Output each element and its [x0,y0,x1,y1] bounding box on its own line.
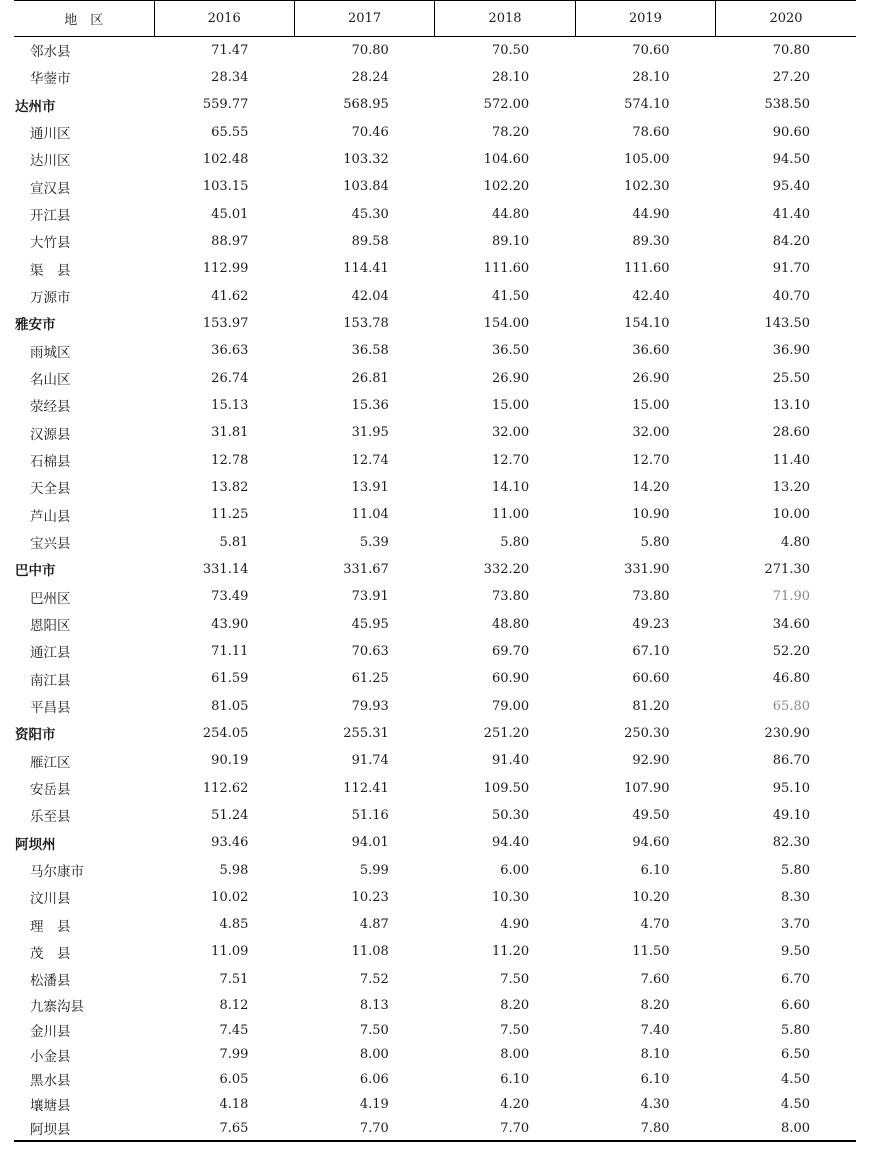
value-cell: 255.31 [343,725,389,741]
value-cell: 92.90 [632,753,670,769]
region-name: 平昌县 [30,700,71,717]
value-cell: 7.65 [154,1116,294,1141]
value-cell: 7.50 [500,1022,530,1038]
table-row [14,638,856,665]
value-cell: 7.51 [219,971,249,987]
value-cell: 48.80 [491,616,530,632]
value-cell: 11.09 [211,944,249,960]
value-cell: 13.20 [772,479,810,495]
value-cell: 12.70 [632,452,670,468]
value-cell: 11.50 [632,944,670,960]
region-name: 石棉县 [30,454,71,471]
region-name: 壤塘县 [30,1098,71,1115]
statistics-table [14,0,856,1142]
value-cell: 70.60 [632,42,670,58]
value-cell: 11.00 [491,507,530,523]
value-cell: 71.47 [211,42,249,58]
value-cell: 11.40 [772,452,810,468]
value-cell: 4.90 [500,917,530,933]
region-name: 宣汉县 [30,180,71,197]
value-cell: 154.10 [624,315,670,331]
region-name: 达川区 [30,153,71,170]
value-cell: 26.81 [351,370,389,386]
table-row [14,1067,856,1092]
table-row [14,692,856,719]
table-row [14,282,856,309]
value-cell: 153.97 [202,315,249,331]
value-cell: 70.46 [351,124,389,140]
table-row [14,583,856,610]
value-cell: 12.78 [211,452,249,468]
region-name: 通江县 [30,645,71,662]
value-cell: 61.59 [211,671,249,687]
value-cell: 28.10 [491,69,530,85]
value-cell: 79.00 [491,698,530,714]
value-cell: 4.50 [781,1096,810,1112]
value-cell: 94.40 [491,835,530,851]
value-cell: 107.90 [624,780,670,796]
value-cell: 331.67 [343,561,389,577]
value-cell: 3.70 [781,917,810,933]
value-cell: 42.04 [351,288,389,304]
region-name: 九寨沟县 [30,999,84,1016]
value-cell: 31.81 [211,425,249,441]
table-row [14,884,856,911]
value-cell: 26.90 [491,370,530,386]
table-row [14,747,856,774]
value-cell: 82.30 [772,835,810,851]
city-row [14,310,856,337]
value-cell: 31.95 [351,425,389,441]
value-cell: 70.50 [491,42,530,58]
value-cell: 46.80 [772,671,810,687]
region-name: 雨城区 [30,344,71,361]
value-cell: 15.00 [491,397,530,413]
value-cell: 12.70 [491,452,530,468]
value-cell: 5.80 [781,1022,810,1038]
value-cell: 36.60 [632,343,670,359]
value-cell: 538.50 [764,97,810,113]
table-row [14,64,856,91]
value-cell: 7.70 [294,1116,434,1141]
value-cell: 36.58 [351,343,389,359]
value-cell: 4.50 [781,1071,810,1087]
table-row [14,1018,856,1043]
table-row [14,856,856,883]
value-cell: 332.20 [483,561,530,577]
table-row [14,228,856,255]
value-cell: 5.80 [781,862,810,878]
value-cell: 60.90 [491,671,530,687]
region-name: 雁江区 [30,754,71,771]
header-row [14,1,856,37]
value-cell: 6.00 [500,862,530,878]
region-name: 茂 县 [30,945,71,962]
value-cell: 10.23 [351,889,389,905]
value-cell: 574.10 [624,97,670,113]
region-name: 汉源县 [30,426,71,443]
value-cell: 7.40 [640,1022,670,1038]
value-cell: 52.20 [772,643,810,659]
value-cell: 70.80 [351,42,389,58]
region-name: 名山区 [30,372,71,389]
value-cell: 10.30 [491,889,530,905]
value-cell: 5.80 [640,534,670,550]
value-cell: 36.90 [772,343,810,359]
value-cell: 15.00 [632,397,670,413]
value-cell: 7.99 [219,1047,249,1063]
header-year-2016: 2016 [154,1,294,37]
value-cell: 6.05 [219,1071,249,1087]
value-cell: 7.70 [435,1116,575,1141]
value-cell: 4.19 [359,1096,389,1112]
table-row [14,911,856,938]
city-name: 雅安市 [15,317,56,334]
value-cell: 41.62 [211,288,249,304]
value-cell: 49.50 [632,807,670,823]
region-name: 大竹县 [30,235,71,252]
value-cell: 105.00 [624,151,670,167]
region-name: 万源市 [30,290,71,307]
value-cell: 4.70 [640,917,670,933]
region-name: 南江县 [30,672,71,689]
table-row [14,392,856,419]
value-cell: 102.20 [483,179,530,195]
value-cell: 112.62 [202,780,249,796]
table-row [14,419,856,446]
value-cell: 28.60 [772,425,810,441]
city-row [14,556,856,583]
value-cell: 103.32 [343,151,389,167]
value-cell: 32.00 [632,425,670,441]
value-cell: 4.80 [781,534,810,550]
value-cell: 44.80 [491,206,530,222]
region-name: 宝兴县 [30,536,71,553]
header-year-2017: 2017 [294,1,434,37]
header-year-2019: 2019 [575,1,715,37]
value-cell: 114.41 [343,261,389,277]
value-cell: 41.40 [772,206,810,222]
value-cell: 103.84 [343,179,389,195]
value-cell: 8.20 [640,997,670,1013]
value-cell: 104.60 [483,151,530,167]
value-cell: 111.60 [483,261,530,277]
region-name: 渠 县 [30,262,71,279]
value-cell: 112.99 [202,261,249,277]
value-cell: 8.20 [500,997,530,1013]
value-cell: 70.80 [772,42,810,58]
value-cell: 6.10 [640,1071,670,1087]
value-cell: 11.20 [491,944,530,960]
value-cell: 94.50 [772,151,810,167]
table-row [14,474,856,501]
table-row [14,966,856,993]
value-cell: 251.20 [483,725,530,741]
value-cell: 95.10 [772,780,810,796]
region-name: 荥经县 [30,399,71,416]
value-cell: 112.41 [343,780,389,796]
value-cell: 14.20 [632,479,670,495]
value-cell: 10.90 [632,507,670,523]
table-row [14,528,856,555]
value-cell: 5.80 [500,534,530,550]
value-cell: 102.48 [202,151,249,167]
value-cell: 28.10 [632,69,670,85]
value-cell: 73.49 [211,589,249,605]
value-cell: 78.20 [491,124,530,140]
value-cell: 73.91 [351,589,389,605]
header-year-2020: 2020 [716,1,856,37]
value-cell: 79.93 [351,698,389,714]
value-cell: 7.50 [500,971,530,987]
value-cell: 4.30 [640,1096,670,1112]
value-cell: 27.20 [772,69,810,85]
value-cell: 9.50 [781,944,810,960]
value-cell: 111.60 [624,261,670,277]
value-cell: 10.02 [211,889,249,905]
value-cell: 26.90 [632,370,670,386]
value-cell: 5.39 [359,534,389,550]
table-header [14,1,856,37]
value-cell: 4.18 [219,1096,249,1112]
table-row [14,993,856,1018]
value-cell: 49.10 [772,807,810,823]
region-name: 松潘县 [30,973,71,990]
value-cell: 8.00 [359,1047,389,1063]
value-cell: 91.70 [772,261,810,277]
value-cell: 73.80 [491,589,530,605]
table-row [14,446,856,473]
table-row [14,938,856,965]
value-cell: 25.50 [772,370,810,386]
value-cell: 7.52 [359,971,389,987]
value-cell: 6.10 [500,1071,530,1087]
value-cell: 81.05 [211,698,249,714]
value-cell: 6.60 [781,997,810,1013]
region-name: 开江县 [30,208,71,225]
value-cell: 6.10 [640,862,670,878]
value-cell: 90.60 [772,124,810,140]
table-row [14,255,856,282]
region-name: 恩阳区 [30,618,71,635]
value-cell: 65.55 [211,124,249,140]
region-name: 小金县 [30,1048,71,1065]
value-cell: 14.10 [491,479,530,495]
region-name: 邻水县 [30,44,71,61]
region-name: 金川县 [30,1024,71,1041]
value-cell: 8.12 [219,997,249,1013]
region-name: 天全县 [30,481,71,498]
value-cell: 36.63 [211,343,249,359]
value-cell: 45.95 [351,616,389,632]
value-cell: 6.70 [781,971,810,987]
value-cell: 8.00 [716,1116,856,1141]
table-row [14,774,856,801]
value-cell: 34.60 [772,616,810,632]
value-cell: 61.25 [351,671,389,687]
value-cell: 12.74 [351,452,389,468]
city-name: 资阳市 [15,727,56,744]
value-cell: 13.82 [211,479,249,495]
value-cell: 13.10 [772,397,810,413]
value-cell: 93.46 [211,835,249,851]
value-cell: 94.60 [632,835,670,851]
value-cell: 10.00 [772,507,810,523]
value-cell: 81.20 [632,698,670,714]
value-cell: 11.25 [211,507,249,523]
value-cell: 15.36 [351,397,389,413]
table-row [14,146,856,173]
table-row [14,37,856,64]
table-row [14,173,856,200]
table-row [14,1116,856,1141]
region-name: 华蓥市 [30,71,71,88]
value-cell: 73.80 [632,589,670,605]
value-cell: 4.85 [219,917,249,933]
value-cell: 70.63 [351,643,389,659]
value-cell: 51.16 [351,807,389,823]
region-name: 乐至县 [30,809,71,826]
value-cell: 8.10 [640,1047,670,1063]
value-cell: 102.30 [624,179,670,195]
value-cell: 10.20 [632,889,670,905]
table-row [14,1092,856,1117]
value-cell: 41.50 [491,288,530,304]
region-name: 通川区 [30,126,71,143]
value-cell: 71.90 [772,589,810,605]
value-cell: 331.14 [202,561,249,577]
region-name: 巴州区 [30,590,71,607]
value-cell: 88.97 [211,233,249,249]
value-cell: 5.99 [359,862,389,878]
value-cell: 90.19 [211,753,249,769]
value-cell: 8.30 [781,889,810,905]
value-cell: 89.30 [632,233,670,249]
value-cell: 50.30 [491,807,530,823]
region-name: 安岳县 [30,782,71,799]
value-cell: 28.34 [211,69,249,85]
value-cell: 91.40 [491,753,530,769]
value-cell: 71.11 [211,643,249,659]
value-cell: 86.70 [772,753,810,769]
value-cell: 44.90 [632,206,670,222]
value-cell: 8.13 [359,997,389,1013]
value-cell: 143.50 [764,315,810,331]
table-row [14,501,856,528]
value-cell: 559.77 [202,97,249,113]
value-cell: 60.60 [632,671,670,687]
value-cell: 11.04 [351,507,389,523]
value-cell: 95.40 [772,179,810,195]
city-row [14,720,856,747]
table-row [14,200,856,227]
value-cell: 7.50 [359,1022,389,1038]
value-cell: 154.00 [483,315,530,331]
region-name: 阿坝县 [14,1116,154,1141]
value-cell: 91.74 [351,753,389,769]
table-row [14,118,856,145]
region-name: 黑水县 [30,1073,71,1090]
value-cell: 45.30 [351,206,389,222]
value-cell: 13.91 [351,479,389,495]
value-cell: 572.00 [483,97,530,113]
value-cell: 109.50 [483,780,530,796]
table-row [14,665,856,692]
value-cell: 271.30 [764,561,810,577]
value-cell: 94.01 [351,835,389,851]
value-cell: 4.20 [500,1096,530,1112]
value-cell: 40.70 [772,288,810,304]
value-cell: 51.24 [211,807,249,823]
value-cell: 89.10 [491,233,530,249]
value-cell: 43.90 [211,616,249,632]
value-cell: 568.95 [343,97,389,113]
value-cell: 69.70 [491,643,530,659]
value-cell: 32.00 [491,425,530,441]
table-row [14,364,856,391]
value-cell: 78.60 [632,124,670,140]
value-cell: 49.23 [632,616,670,632]
value-cell: 36.50 [491,343,530,359]
value-cell: 26.74 [211,370,249,386]
region-name: 理 县 [30,918,71,935]
table-row [14,1042,856,1067]
city-row [14,829,856,856]
value-cell: 42.40 [632,288,670,304]
value-cell: 15.13 [211,397,249,413]
value-cell: 4.87 [359,917,389,933]
value-cell: 7.80 [575,1116,715,1141]
value-cell: 7.45 [219,1022,249,1038]
region-name: 马尔康市 [30,864,84,880]
table-row [14,802,856,829]
value-cell: 153.78 [343,315,389,331]
value-cell: 103.15 [202,179,249,195]
value-cell: 65.80 [772,698,810,714]
value-cell: 6.50 [781,1047,810,1063]
region-name: 汶川县 [30,891,71,908]
city-name: 巴中市 [15,563,56,580]
value-cell: 5.81 [219,534,249,550]
value-cell: 45.01 [211,206,249,222]
table-body [14,37,856,1142]
value-cell: 6.06 [359,1071,389,1087]
city-name: 阿坝州 [15,836,56,853]
table-row [14,337,856,364]
city-name: 达州市 [15,98,56,115]
value-cell: 5.98 [219,862,249,878]
value-cell: 331.90 [624,561,670,577]
header-year-2018: 2018 [435,1,575,37]
header-region: 地 区 [14,1,154,37]
table-row [14,610,856,637]
city-row [14,91,856,118]
value-cell: 8.00 [500,1047,530,1063]
value-cell: 254.05 [202,725,249,741]
value-cell: 84.20 [772,233,810,249]
value-cell: 28.24 [351,69,389,85]
value-cell: 250.30 [624,725,670,741]
value-cell: 89.58 [351,233,389,249]
value-cell: 7.60 [640,971,670,987]
region-name: 芦山县 [30,508,71,525]
value-cell: 11.08 [351,944,389,960]
value-cell: 67.10 [632,643,670,659]
value-cell: 230.90 [764,725,810,741]
